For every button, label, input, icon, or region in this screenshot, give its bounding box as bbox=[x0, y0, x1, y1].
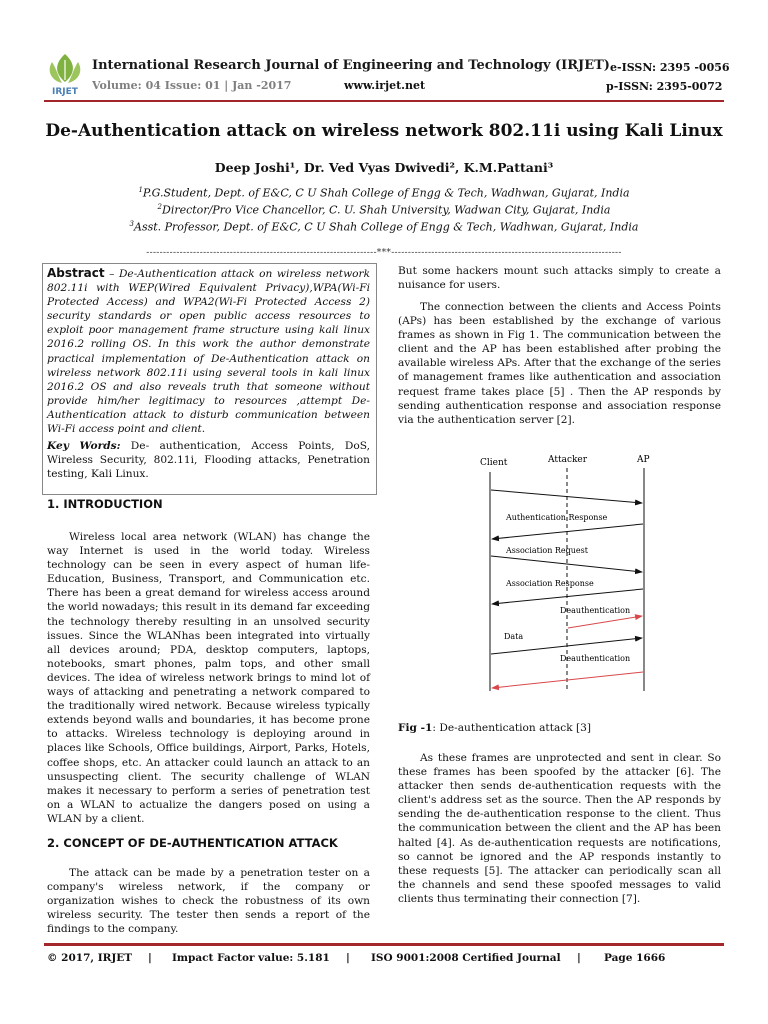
deauth-2-label: Deauthentication bbox=[560, 654, 631, 663]
intro-heading: 1. INTRODUCTION bbox=[47, 497, 163, 511]
data-label: Data bbox=[504, 632, 524, 641]
footer-iso: ISO 9001:2008 Certified Journal bbox=[371, 952, 561, 964]
pissn: p-ISSN: 2395-0072 bbox=[606, 80, 723, 93]
abstract-text: – De-Authentication attack on wireless network 802.11i with WEP(Wired Equivalent Privacy),WPA(Wi-Fi Protected Access) and WPA2(Wi-Fi Protected Access 2) security standards or open public access resources to exploit poor management frame structure using kali linux 2016.2 rolling OS. In this work the author demonstrate practical implementation of De-Authentication attack on wireless network 802.11i using several tools in kali linux 2016.2 OS and also reveals truth that someone without provide him/her legitimacy to resources ,attempt De-Authentication attack to disturb communication between Wi-Fi access point and client. bbox=[47, 268, 370, 436]
footer-sep: | bbox=[346, 952, 350, 964]
client-label: Client bbox=[480, 458, 508, 468]
concept-text: The attack can be made by a penetration tester on a company's wireless network, if the company or organization wishes to check the robustness of its own wireless security. The tester then sends a report of the findings to the company. bbox=[47, 867, 370, 936]
keywords-text: De- authentication, Access Points, DoS, Wireless Security, 802.11i, Flooding attacks, Penetration testing, Kali Linux. bbox=[47, 440, 370, 481]
section-separator: ---------------------------------------------------------------------***--------------------------------------------------------------------- bbox=[146, 248, 622, 258]
attacker-label: Attacker bbox=[548, 455, 588, 465]
figure-caption: Fig -1: De-authentication attack [3] bbox=[398, 722, 591, 734]
footer-copyright: © 2017, IRJET bbox=[47, 952, 133, 964]
assoc-response-label: Association Response bbox=[506, 579, 594, 588]
journal-title: International Research Journal of Engineering and Technology (IRJET) bbox=[92, 58, 610, 73]
assoc-request-label: Association Request bbox=[506, 546, 588, 555]
eissn: e-ISSN: 2395 -0056 bbox=[610, 61, 730, 74]
concept-heading: 2. CONCEPT OF DE-AUTHENTICATION ATTACK bbox=[47, 836, 338, 850]
footer-page: Page 1666 bbox=[604, 952, 666, 964]
footer-sep: | bbox=[577, 952, 581, 964]
affiliation-1: $^1$P.G.Student, Dept. of E&C, C U Shah College of Engg & Tech, Wadhwan, Gujarat, India bbox=[138, 186, 630, 200]
footer-impact: Impact Factor value: 5.181 bbox=[172, 952, 330, 964]
volume-info: Volume: 04 Issue: 01 | Jan -2017 bbox=[92, 79, 292, 92]
arrow-deauth-1 bbox=[568, 616, 642, 628]
keywords-label: Key Words: bbox=[47, 440, 121, 452]
abstract bbox=[47, 266, 370, 436]
right-paragraph-3: As these frames are unprotected and sent in clear. So these frames has been spoofed by the attacker [6]. The attacker then sends de-authentication requests with the client's address set as the source. Then the AP responds by sending the de-authentication response to the client. Thus the communication between the client and the AP has been halted [4]. As de-authentication requests are notifications, so cannot be ignored and the AP responds instantly to these requests [5]. The attacker can periodically scan all the channels and send these spoofed messages to valid clients thus terminating their connection [7]. bbox=[398, 752, 721, 905]
right-paragraph-1: But some hackers mount such attacks simply to create a nuisance for users. bbox=[398, 265, 721, 292]
journal-website[interactable]: www.irjet.net bbox=[344, 79, 426, 92]
footer-divider bbox=[44, 943, 724, 946]
deauth-1-label: Deauthentication bbox=[560, 606, 631, 615]
svg-text:IRJET: IRJET bbox=[52, 87, 78, 96]
footer-sep: | bbox=[148, 952, 152, 964]
paper-authors: Deep Joshi¹, Dr. Ved Vyas Dwivedi², K.M.Pattani³ bbox=[214, 160, 554, 175]
intro-text: Wireless local area network (WLAN) has change the way Internet is used in the world today. Wireless technology can be seen in every aspect of human life-Education, Business, Transport, and Communication etc. There has been a great demand for wireless access around the world nowadays; this result in its demand far exceeding the technology thereby resulting in an unsolved security issues. Since the WLANhas been integrated into virtually all devices around; PDA, desktop computers, laptops, notebooks, smart phones, palm tops, and other small devices. The idea of wireless network brings to mind lot of ways of attacking and penetrating a network compared to the traditionally wired network. Because wireless typically extends beyond walls and boundaries, it has become prone to attacks. Wireless technology is deploying around in places like Schools, Office buildings, Airport, Parks, Hotels, coffee shops, etc. An attacker could launch an attack to an unsuspecting client. The security challenge of WLAN makes it necessary to perform a series of penetration test on a WLAN to actualize the dangers posed on using a WLAN by a client. bbox=[47, 531, 370, 825]
header-divider bbox=[44, 100, 724, 102]
right-paragraph-2: The connection between the clients and Access Points (APs) has been established by the exchange of various frames as shown in Fig 1. The communication between the client and the AP has been established after probing the available wireless APs. After that the exchange of the series of management frames like authentication and association request frame takes place [5] . Then the AP responds by sending authentication response and association response via the authentication server [2]. bbox=[398, 301, 721, 426]
keywords bbox=[47, 439, 370, 481]
paper-title: De-Authentication attack on wireless network 802.11i using Kali Linux bbox=[45, 121, 723, 141]
auth-response-label: Authentication Response bbox=[506, 513, 608, 522]
deauth-sequence-diagram bbox=[470, 446, 715, 706]
ap-label: AP bbox=[637, 455, 650, 465]
affiliation-2: $^2$Director/Pro Vice Chancellor, C. U. Shah University, Wadwan City, Gujarat, India bbox=[157, 203, 611, 217]
irjet-logo-icon bbox=[44, 52, 86, 96]
abstract-label: Abstract bbox=[47, 266, 105, 280]
affiliation-3: $^3$Asst. Professor, Dept. of E&C, C U Shah College of Engg & Tech, Wadhwan, Gujarat, India bbox=[129, 220, 639, 234]
